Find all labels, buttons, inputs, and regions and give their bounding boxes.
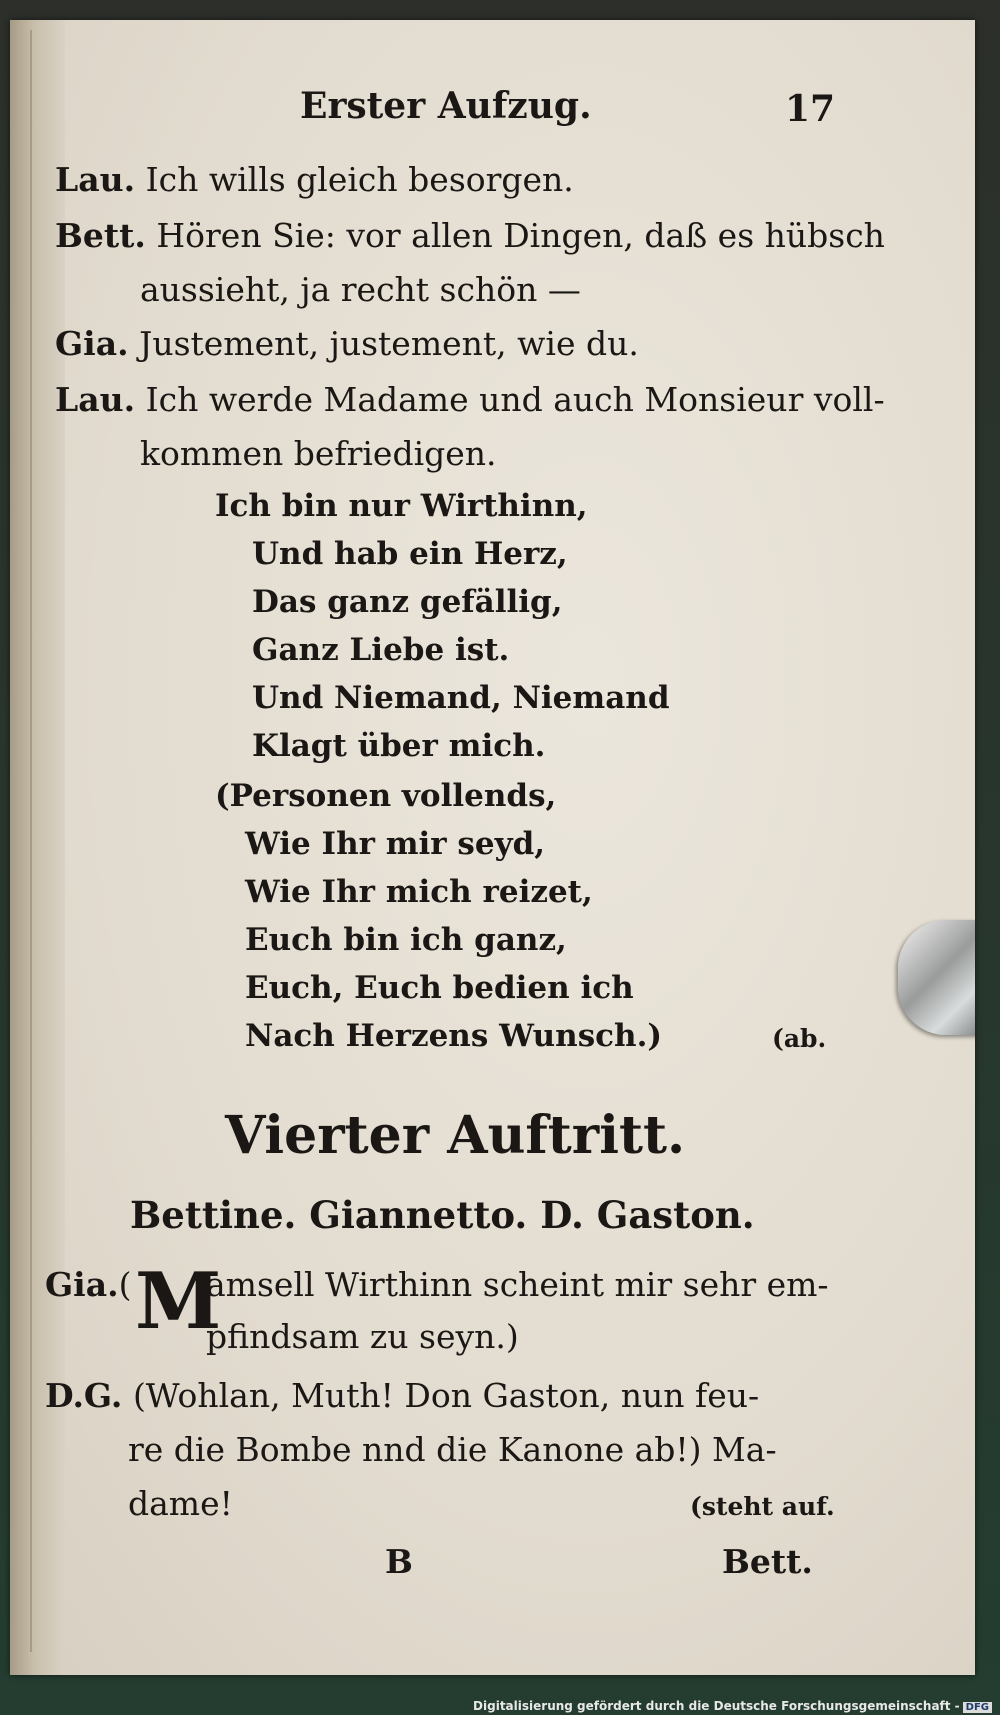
song-verse: Wie Ihr mir seyd, [245,826,546,862]
catchword: Bett. [722,1542,813,1581]
dialogue-text: Hören Sie: vor allen Dingen, daß es hübsch [156,216,885,255]
dialogue-text: re die Bombe nnd die Kanone ab!) Ma- [128,1430,777,1469]
dialogue-line [140,434,497,473]
dfg-logo: DFG [963,1702,992,1713]
dialogue-text: Ich werde Madame und auch Monsieur voll- [145,380,885,419]
signature-mark: B [385,1542,413,1581]
song-verse: (Personen vollends, [215,778,557,814]
dialogue-line [45,1265,131,1304]
scene-heading: Vierter Auftritt. [225,1105,686,1166]
dialogue-line [45,1376,759,1415]
dialogue-text: kommen befriedigen. [140,434,497,473]
song-verse: Euch bin ich ganz, [245,922,567,958]
stage-direction: (steht auf. [690,1492,835,1521]
speaker-label: Gia. [55,324,129,363]
dialogue-line [55,216,885,255]
dialogue-text: aussieht, ja recht schön — [140,270,581,309]
dialogue-text: dame! [128,1484,233,1523]
dialogue-text: Ich wills gleich besorgen. [145,160,574,199]
dialogue-line [140,270,581,309]
dialogue-line [55,380,885,419]
speaker-label: Lau. [55,160,136,199]
speaker-label: Bett. [55,216,146,255]
dialogue-line [55,324,639,363]
song-verse: Nach Herzens Wunsch.) [245,1018,663,1054]
song-verse: Und hab ein Herz, [252,536,568,572]
song-verse: Das ganz gefällig, [252,584,563,620]
digitization-text: Digitalisierung gefördert durch die Deutsche Forschungsgemeinschaft - [473,1699,960,1713]
book-page [10,20,975,1675]
song-verse: Und Niemand, Niemand [252,680,670,716]
song-verse: Euch, Euch bedien ich [245,970,634,1006]
dialogue-text: ( [118,1265,132,1304]
dialogue-text: pfindsam zu seyn.) [206,1317,519,1356]
scene-cast: Bettine. Giannetto. D. Gaston. [130,1193,755,1237]
dialogue-text: amsell Wirthinn scheint mir sehr em- [206,1265,829,1304]
running-head: Erster Aufzug. [300,85,592,127]
speaker-label: Gia. [45,1265,119,1304]
dialogue-line [55,160,574,199]
page-text [10,20,975,1675]
speaker-label: D.G. [45,1376,123,1415]
stage-direction-exit: (ab. [772,1024,827,1053]
song-verse: Wie Ihr mich reizet, [245,874,593,910]
song-verse: Ganz Liebe ist. [252,632,510,668]
dialogue-text: (Wohlan, Muth! Don Gaston, nun feu- [132,1376,760,1415]
digitization-notice [473,1699,992,1713]
dialogue-text: Justement, justement, wie du. [139,324,639,363]
page-number: 17 [785,88,836,130]
speaker-label: Lau. [55,380,136,419]
drop-cap: M [135,1256,222,1347]
song-verse: Ich bin nur Wirthinn, [215,488,588,524]
song-verse: Klagt über mich. [252,728,546,764]
